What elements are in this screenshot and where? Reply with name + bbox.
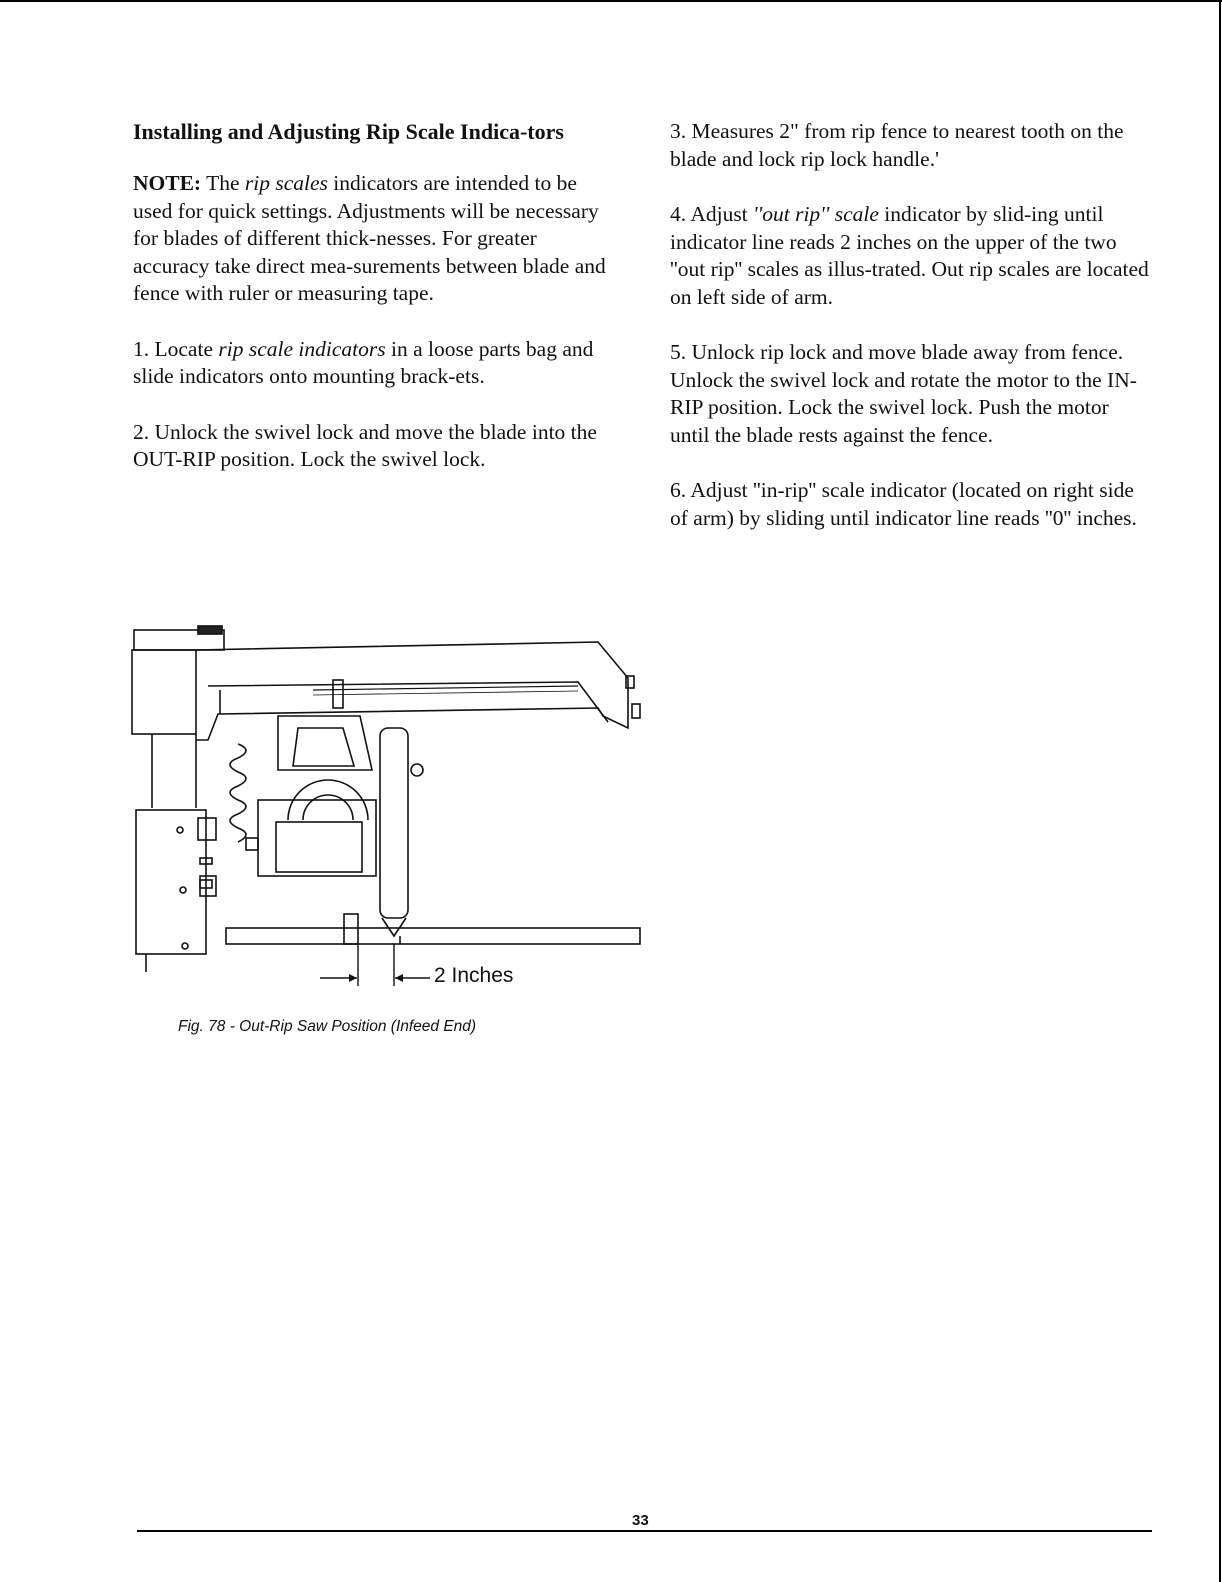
step-4 <box>670 201 1150 311</box>
saw-figure <box>128 618 648 998</box>
screw-2 <box>180 887 186 893</box>
step-6: 6. Adjust ''in-rip'' scale indicator (located on right side of arm) by sliding until indicator line reads ''0'' inches. <box>670 478 1137 530</box>
figure-caption: Fig. 78 - Out-Rip Saw Position (Infeed End) <box>178 1018 477 1035</box>
motor-shaft <box>246 838 258 850</box>
step-2: 2. Unlock the swivel lock and move the blade into the OUT-RIP position. Lock the swivel lock. <box>133 419 597 471</box>
radial-arm-saw-illustration <box>128 618 648 998</box>
guard-wingnut <box>411 764 423 776</box>
switch-3 <box>200 876 216 896</box>
section-heading: Installing and Adjusting Rip Scale Indica-tors <box>133 119 564 144</box>
step-1-emphasis: rip scale indicators <box>218 336 386 361</box>
blade-edge-marker <box>344 914 358 944</box>
arm-scale-lower <box>313 691 578 695</box>
footer-rule <box>137 1530 1152 1532</box>
yoke-inner <box>293 728 354 766</box>
left-column <box>133 118 613 502</box>
arrowhead-right <box>395 974 403 982</box>
right-column <box>670 118 1150 560</box>
screw-1 <box>177 827 183 833</box>
carriage-knob <box>198 626 222 634</box>
note-text-pre: The <box>201 171 245 195</box>
arm-end-knob-2 <box>632 704 640 718</box>
dimension-label: 2 Inches <box>434 964 514 987</box>
note-emphasis: rip scales <box>244 171 328 195</box>
page-number: 33 <box>632 1512 649 1529</box>
arrowhead-left <box>349 974 357 982</box>
column-head <box>132 650 196 734</box>
note-text-post: indicators are intended to be used for quick settings. Adjustments will be necessary for blades of different thick-nesses. For greater accuracy take direct mea-surements between blade and fence with ruler or measuring tape. <box>133 171 606 305</box>
table-fence <box>226 928 640 944</box>
coiled-cord <box>230 744 246 842</box>
anti-kickback-tip <box>382 918 406 936</box>
blade-guard-inner <box>303 795 353 820</box>
step-3: 3. Measures 2" from rip fence to nearest tooth on the blade and lock rip lock handle.' <box>670 119 1124 171</box>
right-border-line <box>1219 0 1221 1582</box>
motor-label-plate <box>276 822 362 872</box>
screw-3 <box>182 943 188 949</box>
yoke <box>278 716 372 770</box>
step-1 <box>133 336 613 391</box>
arm-scale <box>313 686 578 690</box>
step-5: 5. Unlock rip lock and move blade away from fence. Unlock the swivel lock and rotate the motor to the IN-RIP position. Lock the swivel lock. Push the motor until the blade rests against the fence. <box>670 340 1137 447</box>
step-1-pre: 1. Locate <box>133 336 219 361</box>
base-cabinet <box>136 810 206 954</box>
switch-box <box>198 818 216 840</box>
note-label: NOTE: <box>133 171 202 195</box>
step-4-post: indicator by slid-ing until indicator line reads 2 inches on the upper of the two ''out rip'' scales as illus-trated. Out rip scales are located on left side of arm. <box>670 202 1149 309</box>
note-paragraph <box>133 170 613 308</box>
step-4-pre: 4. Adjust <box>670 202 754 226</box>
anti-kickback-rod <box>380 728 408 918</box>
step-1-post: in a loose parts bag and slide indicators onto mounting brack-ets. <box>133 336 594 388</box>
top-border-line <box>0 0 1222 2</box>
step-4-emphasis: ''out rip'' scale <box>753 202 879 226</box>
